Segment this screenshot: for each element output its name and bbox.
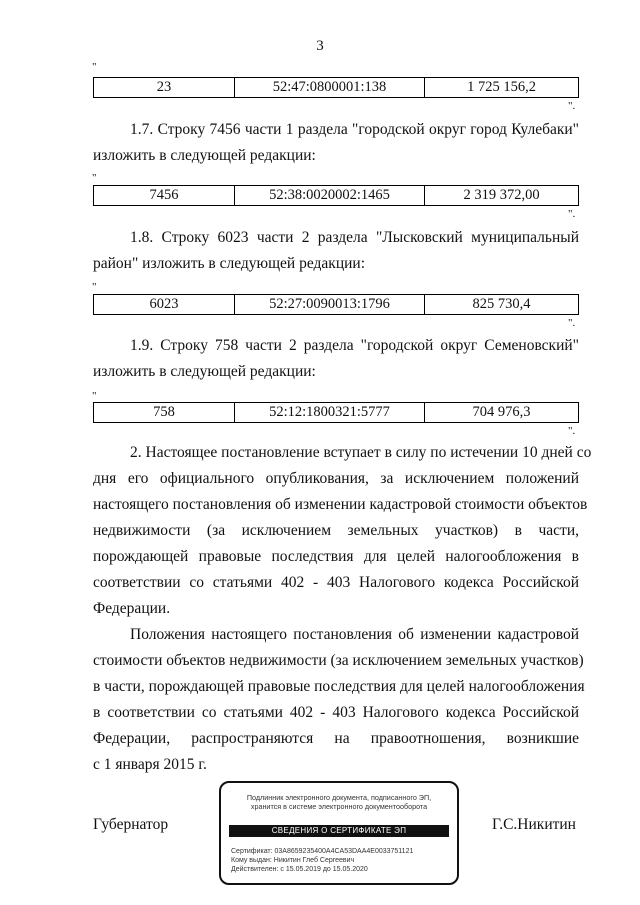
paragraph-line: Положения настоящего постановления об изменении кадастровой [130, 626, 579, 643]
table-row [93, 294, 579, 315]
paragraph-line: 1.8. Строку 6023 части 2 раздела "Лысковский муниципальный [130, 229, 579, 246]
open-quote: " [92, 172, 97, 184]
cadastral-value-cell: 704 976,3 [472, 404, 531, 420]
e-signature-stamp [219, 781, 459, 885]
open-quote: " [92, 281, 97, 293]
signatory-name: Г.С.Никитин [492, 816, 576, 833]
paragraph-line: с 1 января 2015 г. [93, 756, 207, 773]
paragraph-line: дня его официального опубликования, за исключением положений [93, 470, 579, 487]
page-number: 3 [316, 38, 324, 54]
close-quote: ". [568, 425, 576, 437]
paragraph-line: район" изложить в следующей редакции: [93, 255, 366, 272]
stamp-validity: Действителен: с 15.05.2019 до 15.05.2020 [231, 866, 368, 873]
paragraph-line: Федерации, распространяются на правоотношения, возникшие [93, 730, 579, 747]
paragraph-line: Федерации. [93, 600, 171, 617]
cadastral-value-cell: 2 319 372,00 [463, 187, 540, 203]
stamp-title: СВЕДЕНИЯ О СЕРТИФИКАТЕ ЭП [229, 825, 449, 837]
cadastral-number-cell: 52:38:0020002:1465 [235, 186, 425, 205]
paragraph-line: 1.7. Строку 7456 части 1 раздела "городской округ город Кулебаки" [130, 121, 579, 138]
paragraph-line: недвижимости (за исключением земельных участков) в части, [93, 522, 579, 539]
cadastral-number-cell: 52:12:1800321:5777 [235, 403, 425, 422]
paragraph-line: в соответствии со статьями 402 - 403 Налогового кодекса Российской [93, 704, 579, 721]
cadastral-value-cell: 1 725 156,2 [467, 79, 536, 95]
paragraph-line: в части, порождающей правовые последствия для целей налогообложения [93, 678, 585, 695]
table-row [93, 402, 579, 423]
close-quote: ". [568, 208, 576, 220]
stamp-header-line: хранится в системе электронного документооборота [250, 802, 428, 811]
signatory-position: Губернатор [93, 816, 169, 833]
paragraph-line: настоящего постановления об изменении кадастровой стоимости объектов [93, 496, 588, 513]
table-row [93, 185, 579, 206]
table-row [93, 77, 579, 98]
paragraph-1-9 [93, 333, 579, 385]
paragraph-line: 2. Настоящее постановление вступает в силу по истечении 10 дней со [130, 444, 592, 461]
cadastral-value-cell: 825 730,4 [472, 296, 531, 312]
close-quote: ". [568, 317, 576, 329]
stamp-header-line: Подлинник электронного документа, подписанного ЭП, [246, 793, 432, 802]
paragraph-line: изложить в следующей редакции: [93, 363, 316, 380]
row-number-cell: 23 [94, 78, 235, 97]
row-number-cell: 758 [94, 403, 235, 422]
stamp-issued-to: Кому выдан: Никитин Глеб Сергеевич [231, 857, 355, 864]
paragraph-2 [93, 440, 592, 622]
open-quote: " [92, 61, 97, 73]
row-number-cell: 6023 [94, 295, 235, 314]
paragraph-3 [93, 622, 585, 778]
paragraph-line: изложить в следующей редакции: [93, 147, 316, 164]
open-quote: " [92, 390, 97, 402]
paragraph-line: стоимости объектов недвижимости (за исключением земельных участков) [93, 652, 584, 669]
cadastral-number-cell: 52:27:0090013:1796 [235, 295, 425, 314]
paragraph-line: 1.9. Строку 758 части 2 раздела "городской округ Семеновский" [130, 337, 579, 354]
row-number-cell: 7456 [94, 186, 235, 205]
stamp-certificate: Сертификат: 03A8659235400A4CA53DAA4E0033751121 [231, 848, 414, 855]
close-quote: ". [568, 100, 576, 112]
paragraph-1-7 [93, 117, 579, 169]
paragraph-line: соответствии со статьями 402 - 403 Налогового кодекса Российской [93, 574, 579, 591]
cadastral-number-cell: 52:47:0800001:138 [235, 78, 425, 97]
paragraph-line: порождающей правовые последствия для целей налогообложения в [93, 548, 579, 565]
paragraph-1-8 [93, 225, 579, 277]
